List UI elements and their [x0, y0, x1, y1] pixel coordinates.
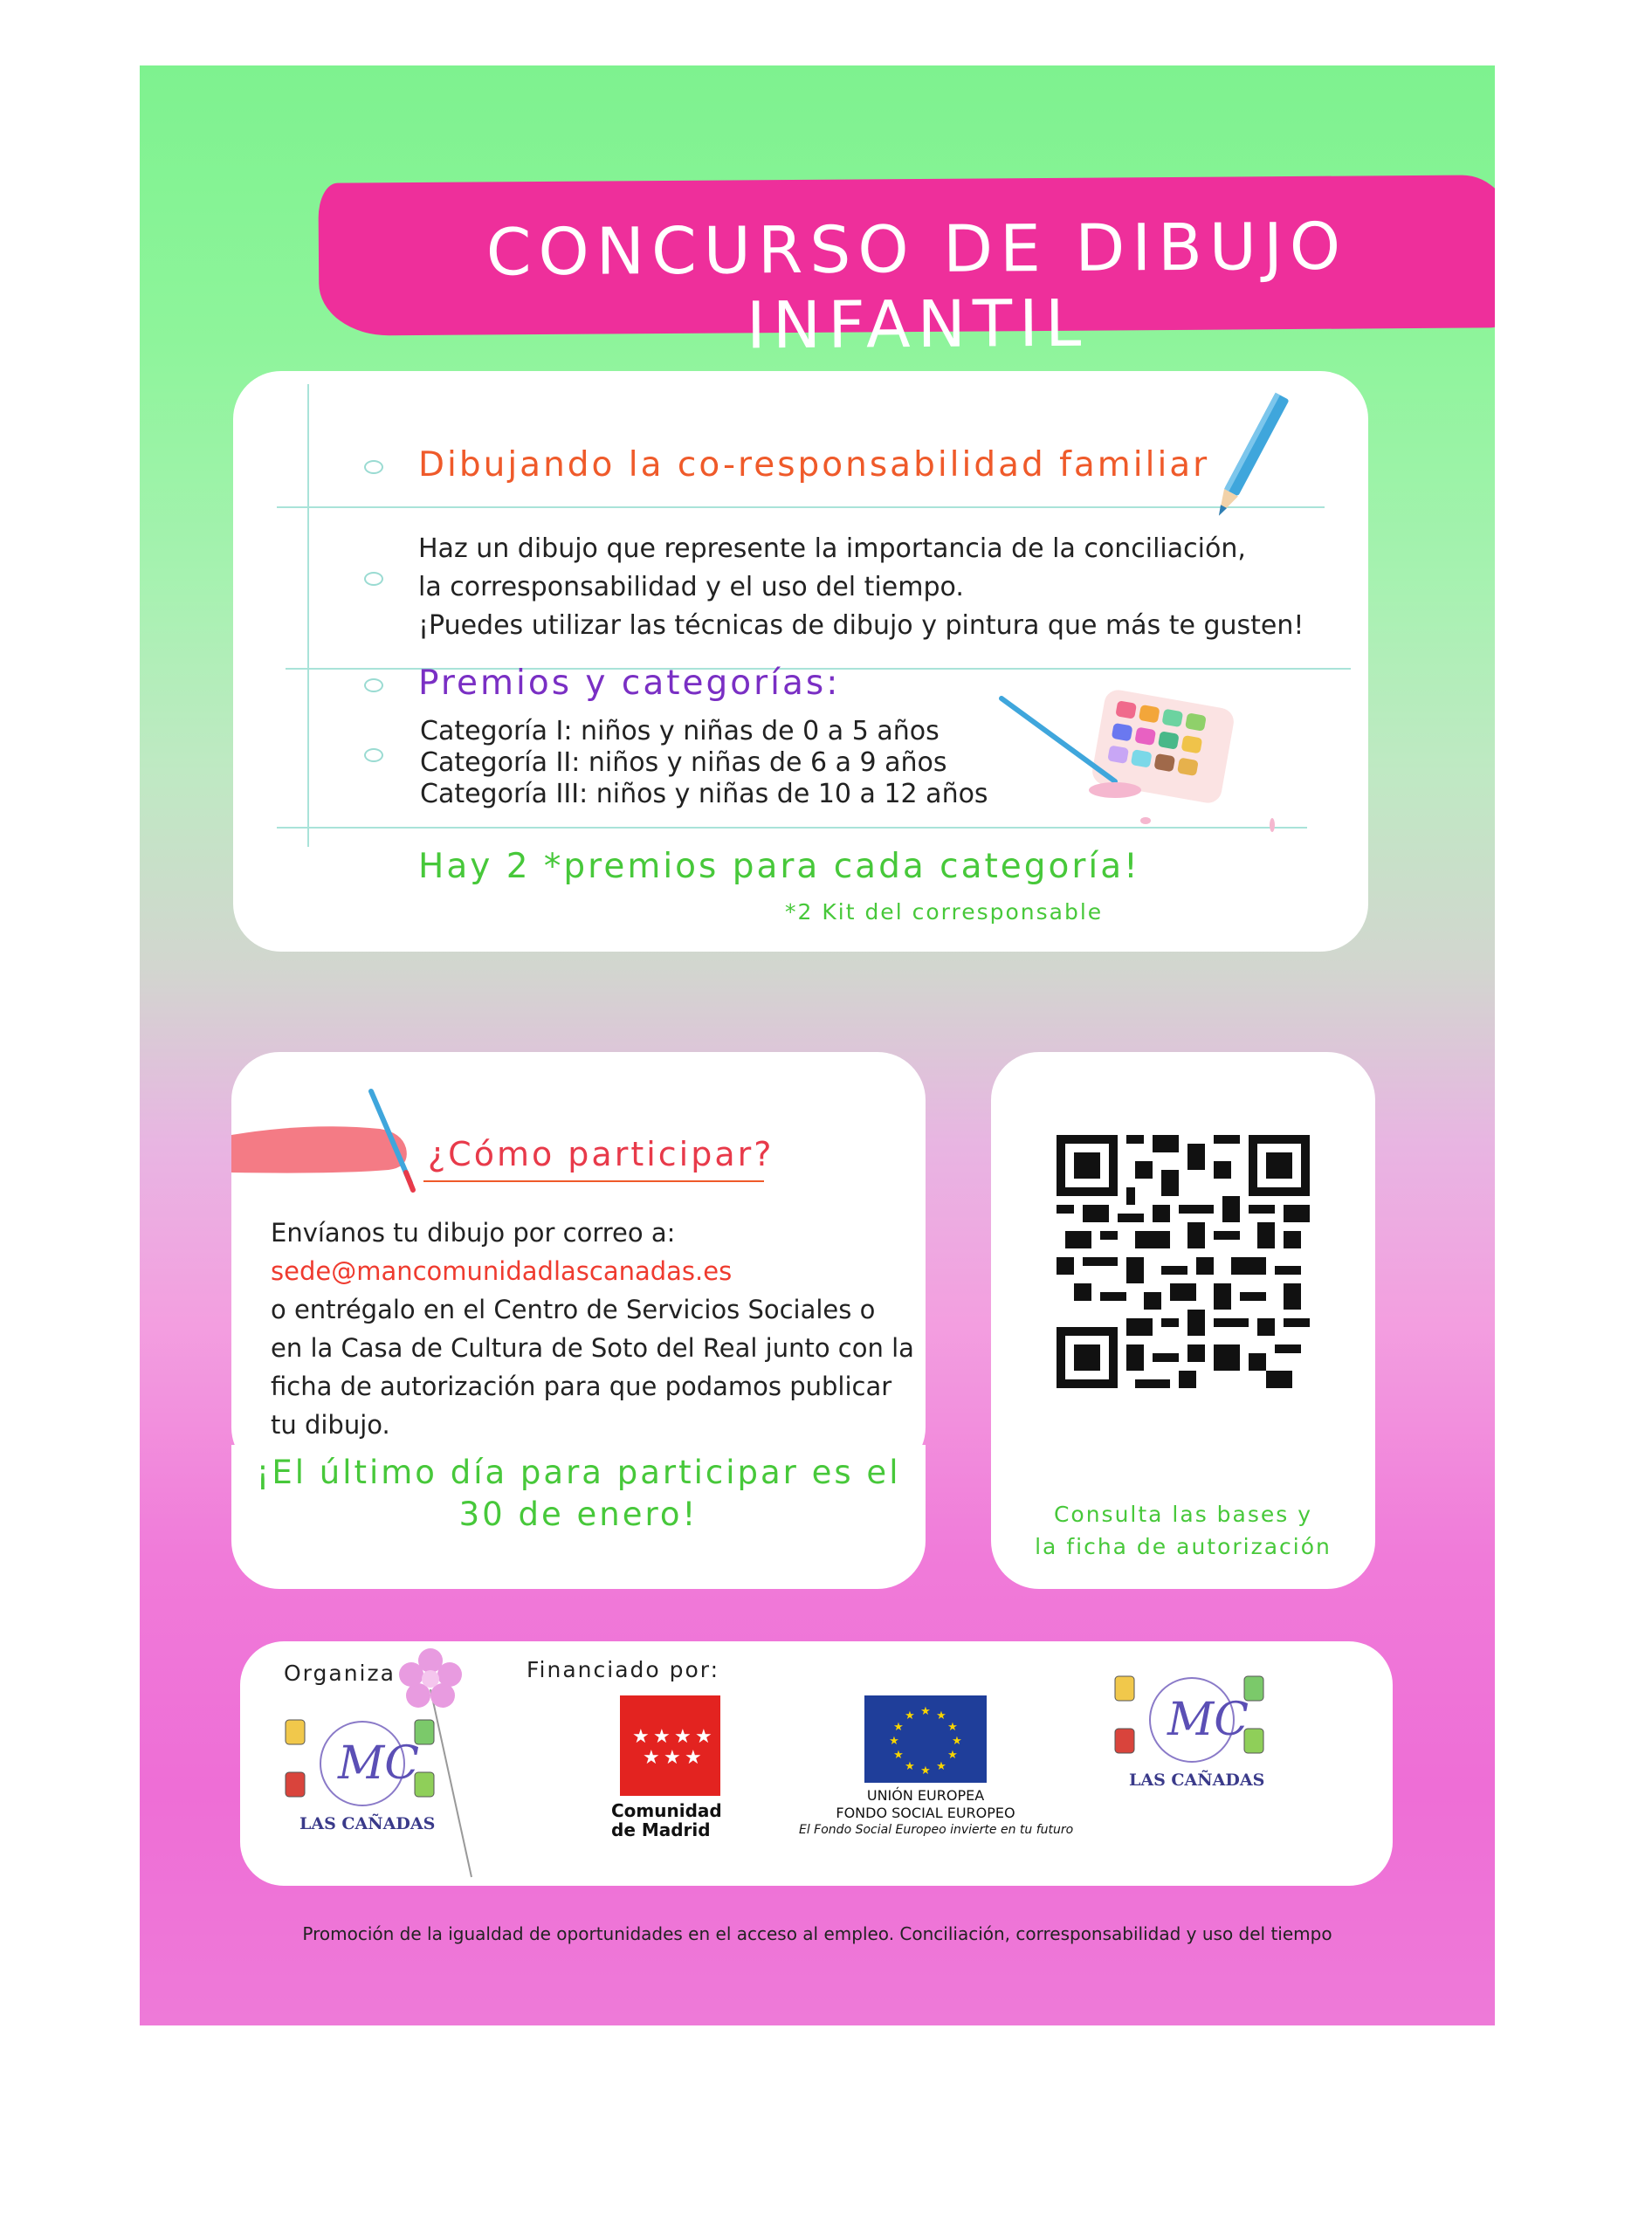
svg-text:★: ★ — [920, 1764, 931, 1778]
margin-line — [307, 384, 309, 847]
email-link[interactable]: sede@mancomunidadlascanadas.es — [271, 1256, 733, 1286]
mancomunidad-name-right: LAS CAÑADAS — [1129, 1771, 1265, 1790]
bullet-icon — [364, 572, 383, 586]
poster-title: CONCURSO DE DIBUJO INFANTIL — [485, 209, 1348, 364]
svg-text:★: ★ — [889, 1735, 899, 1748]
participate-detail-4: tu dibujo. — [271, 1410, 390, 1440]
svg-text:★: ★ — [905, 1760, 915, 1773]
mancomunidad-initials: MC — [1167, 1694, 1249, 1746]
participate-card — [231, 1052, 926, 1475]
prizes-footnote: *2 Kit del corresponsable — [785, 899, 1104, 925]
footer-text: Promoción de la igualdad de oportunidades en el acceso al empleo. Conciliación, corresponsabilidad y uso del tiempo — [302, 1923, 1332, 1944]
poster-background — [140, 65, 1495, 2025]
category-2: Categoría II: niños y niñas de 6 a 9 años — [420, 747, 947, 778]
participate-heading: ¿Cómo participar? — [428, 1135, 774, 1173]
eu-line-2: FONDO SOCIAL EUROPEO — [836, 1805, 1015, 1821]
participate-card-lower — [231, 1445, 926, 1589]
heading-underline — [423, 1180, 764, 1182]
qr-caption-2: la ficha de autorización — [1035, 1534, 1332, 1559]
mancomunidad-name-left: LAS CAÑADAS — [299, 1814, 436, 1833]
category-1: Categoría I: niños y niñas de 0 a 5 años — [420, 716, 940, 746]
theme-description-2: la corresponsabilidad y el uso del tiempo. — [418, 572, 964, 602]
bullet-icon — [364, 678, 383, 692]
participate-detail-1: o entrégalo en el Centro de Servicios Sociales o — [271, 1295, 876, 1324]
mancomunidad-initials: MC — [338, 1737, 420, 1790]
pencil-icon — [1198, 384, 1303, 533]
madrid-line-2: de Madrid — [611, 1819, 711, 1840]
svg-text:★: ★ — [952, 1735, 962, 1748]
hand-brush-icon — [231, 1087, 441, 1200]
financiado-label: Financiado por: — [527, 1657, 720, 1682]
deadline-line-2: 30 de enero! — [458, 1496, 699, 1533]
madrid-line-1: Comunidad — [611, 1800, 722, 1821]
theme-description-3: ¡Puedes utilizar las técnicas de dibujo y pintura que más te gusten! — [418, 610, 1304, 641]
svg-text:★: ★ — [936, 1760, 946, 1773]
qr-code[interactable] — [1057, 1135, 1310, 1388]
bullet-icon — [364, 748, 383, 762]
comunidad-madrid-logo — [611, 1695, 729, 1840]
qr-card — [991, 1052, 1375, 1589]
madrid-stars-icon — [620, 1695, 720, 1796]
svg-text:★: ★ — [643, 1747, 660, 1769]
svg-text:★: ★ — [905, 1709, 915, 1723]
theme-description-1: Haz un dibujo que represente la importancia de la conciliación, — [418, 533, 1246, 564]
svg-text:★: ★ — [947, 1749, 958, 1762]
prizes-highlight: Hay 2 *premios para cada categoría! — [418, 847, 1140, 886]
svg-text:★: ★ — [936, 1709, 946, 1723]
madrid-flag-icon — [620, 1695, 720, 1796]
eu-logo — [799, 1695, 1078, 1844]
svg-text:★: ★ — [947, 1721, 958, 1734]
participate-detail-3: ficha de autorización para que podamos publicar — [271, 1372, 892, 1401]
svg-text:★: ★ — [920, 1705, 931, 1718]
category-3: Categoría III: niños y niñas de 10 a 12 años — [420, 779, 988, 809]
svg-text:★: ★ — [685, 1747, 702, 1769]
svg-text:★: ★ — [893, 1721, 904, 1734]
theme-heading: Dibujando la co-responsabilidad familiar — [418, 445, 1210, 485]
participate-detail-2: en la Casa de Cultura de Soto del Real junto con la — [271, 1333, 914, 1363]
svg-text:★: ★ — [695, 1726, 712, 1748]
mancomunidad-logo-left — [284, 1711, 441, 1842]
eu-flag-icon — [864, 1695, 987, 1783]
eu-line-1: UNIÓN EUROPEA — [866, 1787, 985, 1804]
svg-text:★: ★ — [893, 1749, 904, 1762]
eu-line-3: El Fondo Social Europeo invierte en tu futuro — [799, 1823, 1074, 1837]
svg-text:★: ★ — [632, 1726, 650, 1748]
deadline-line-1-visible: ¡El último día para participar es el — [256, 1454, 901, 1491]
organiza-label: Organiza — [284, 1661, 396, 1686]
svg-text:★: ★ — [664, 1747, 681, 1769]
qr-caption-1: Consulta las bases y — [1053, 1502, 1313, 1527]
participate-intro: Envíanos tu dibujo por correo a: — [271, 1218, 676, 1248]
ruled-line — [277, 506, 1325, 508]
svg-text:★: ★ — [653, 1726, 671, 1748]
prizes-heading: Premios y categorías: — [418, 664, 841, 703]
bullet-icon — [364, 460, 383, 474]
sponsors-card — [240, 1641, 1393, 1886]
paint-palette-icon — [984, 681, 1290, 838]
svg-text:★: ★ — [674, 1726, 692, 1748]
mancomunidad-logo-right — [1113, 1668, 1270, 1798]
title-banner — [318, 175, 1495, 364]
theme-card — [233, 371, 1368, 952]
